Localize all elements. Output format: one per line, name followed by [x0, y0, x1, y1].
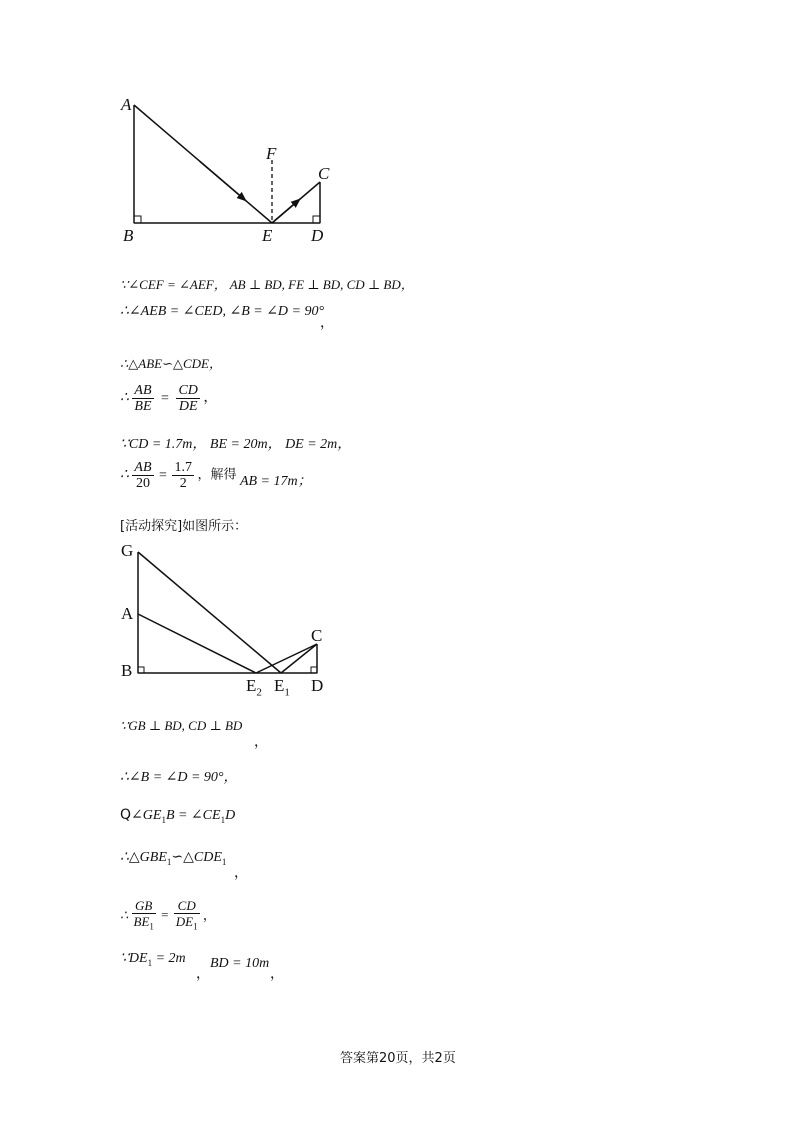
label-E: E [262, 226, 273, 245]
fraction-CD-DE [176, 383, 199, 414]
fraction-1.7-2 [172, 460, 194, 491]
proof2-line3-c: D [225, 808, 236, 823]
proof2-line5 [120, 898, 216, 935]
q-symbol: Q [120, 807, 132, 823]
right-angle-B [134, 216, 141, 223]
right-angle-B [138, 667, 144, 673]
fraction-GB-BE1 [132, 898, 156, 935]
den-text: BE [133, 914, 150, 929]
numerator: CD [174, 898, 200, 914]
proof2-line3 [120, 807, 235, 825]
proof2-line4 [120, 849, 226, 867]
denominator: 2 [179, 476, 187, 491]
label-E1 [274, 676, 290, 698]
fraction-AB-20 [132, 460, 153, 491]
proof2-line2: ∴∠B = ∠D = 90°， [120, 770, 238, 785]
label-E2-letter: E [246, 676, 257, 695]
numerator: AB [134, 383, 152, 398]
proof2-line1: ∵GB ⊥ BD, CD ⊥ BD [120, 718, 243, 733]
proof2-line6 [120, 950, 186, 968]
fraction-CD-DE1 [174, 898, 200, 935]
proof1-line4 [120, 383, 217, 414]
proof2-line5-prefix: ∴ [120, 907, 129, 923]
equals-sign: = [159, 467, 167, 483]
sub-1: 1 [166, 856, 172, 867]
numerator: GB [132, 898, 156, 914]
proof2-line6-comma1: ， [196, 967, 210, 982]
proof1-line3: ∴△ABE∽△CDE， [120, 356, 222, 371]
denominator [174, 914, 200, 935]
label-G: G [121, 541, 134, 560]
page-footer: 答案第20页，共2页 [340, 1051, 456, 1066]
proof1-line2 [120, 303, 324, 320]
label-B: B [123, 226, 134, 245]
numerator: CD [178, 383, 198, 398]
arrow-AE [200, 162, 246, 201]
proof2-line4-a: ∴△GBE [120, 850, 167, 865]
right-angle-D [313, 216, 320, 223]
segment-GE1 [138, 552, 281, 673]
comma: ， [202, 907, 216, 923]
segment-AE2 [138, 614, 256, 673]
equals-sign: = [161, 390, 169, 406]
proof2-line4-end: ， [234, 866, 248, 881]
label-D2: D [311, 676, 324, 695]
numerator: 1.7 [174, 460, 192, 475]
proof2-line6-a: ∵DE [120, 951, 148, 966]
proof1-line6 [120, 460, 312, 491]
proof1-line6-prefix: ∴ [120, 467, 129, 483]
denominator: DE [178, 399, 198, 414]
sub-1: 1 [161, 814, 166, 825]
solve-text: ，解得 [197, 467, 237, 483]
sub-1: 1 [220, 814, 226, 825]
right-angle-D [311, 667, 317, 673]
section-heading: [活动探究]如图所示： [120, 519, 248, 534]
proof2-line6-bd: BD = 10m [210, 956, 270, 971]
den-sub: 1 [193, 921, 198, 932]
figure-1-diagram [110, 90, 370, 250]
numerator: AB [134, 460, 152, 475]
proof1-line5: ∵CD = 1.7m， BE = 20m， DE = 2m， [120, 437, 352, 452]
label-A2: A [121, 604, 134, 623]
label-D: D [311, 226, 324, 245]
label-C: C [318, 164, 330, 183]
denominator [132, 914, 156, 935]
result: AB = 17m； [239, 473, 312, 489]
comma: ， [203, 390, 218, 406]
denominator: BE [134, 399, 152, 414]
den-sub: 1 [149, 921, 154, 932]
den-text: DE [175, 914, 194, 929]
label-B2: B [121, 661, 133, 680]
sub-1: 1 [221, 856, 227, 867]
label-F: F [266, 144, 277, 163]
proof2-line1-end: ， [254, 735, 268, 750]
proof2-line4-b: ∽△CDE [171, 850, 222, 865]
label-E2 [246, 676, 262, 698]
fraction-AB-BE [132, 383, 153, 414]
label-E2-sub: 2 [256, 686, 262, 699]
arrow-EC [272, 199, 300, 223]
proof1-line1: ∵∠CEF = ∠AEF， AB ⊥ BD, FE ⊥ BD, CD ⊥ BD， [120, 277, 414, 292]
proof1-line2-text: ∴∠AEB = ∠CED, ∠B = ∠D = 90° [120, 304, 325, 319]
proof1-line2-end: ， [320, 316, 334, 331]
sub-1: 1 [147, 957, 153, 968]
label-E1-sub: 1 [284, 686, 290, 699]
label-E1-letter: E [274, 676, 285, 695]
label-C2: C [311, 626, 323, 645]
proof2-line6-b: = 2m [152, 951, 186, 966]
proof2-line3-a: ∠GE [131, 808, 162, 823]
denominator: 20 [135, 476, 150, 491]
label-A: A [121, 95, 132, 114]
proof2-line6-comma2: ， [270, 967, 284, 982]
proof1-line4-prefix: ∴ [120, 390, 129, 406]
proof2-line3-b: B = ∠CE [165, 808, 221, 823]
equals-sign: = [161, 907, 169, 923]
